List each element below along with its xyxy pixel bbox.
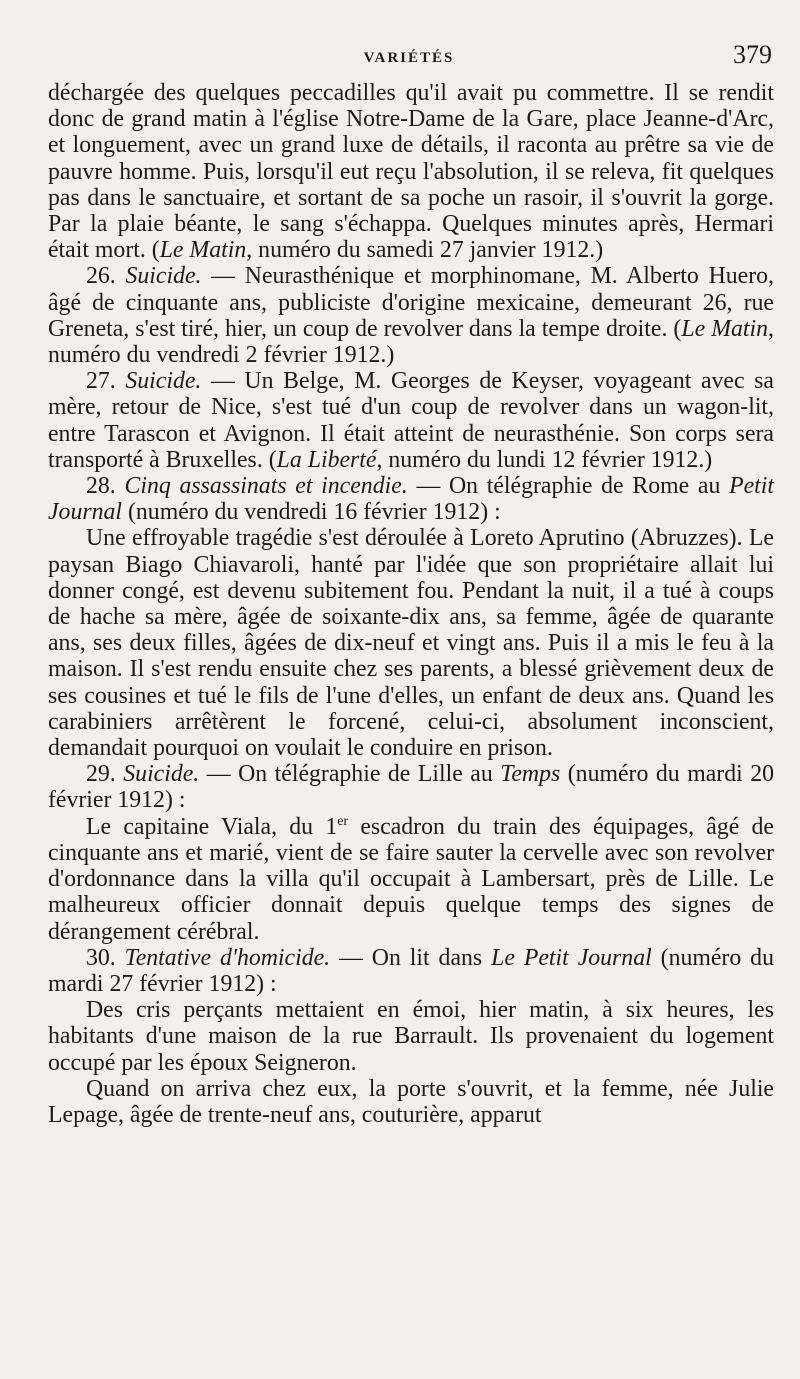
text-run: 27. xyxy=(86,368,126,395)
italic-text: Temps xyxy=(500,761,561,788)
text-run: , numéro du samedi 27 janvier 1912.) xyxy=(246,237,604,264)
body-text xyxy=(48,80,774,1128)
paragraph xyxy=(48,80,774,263)
text-run: Une effroyable tragédie s'est déroulée à Loreto Aprutino (Abruzzes). Le paysan Biago Chiavaroli, hanté par l'idée que son propriétaire allait lui donner congé, est devenu subitement fou. Pendant la nuit, il a tué à coups de hache sa mère, âgée de soixante-dix ans, sa femme, âgée de quarante ans, ses deux filles, âgées de dix-neuf et vingt ans. Puis il a mis le feu à la maison. Il s'est rendu ensuite chez ses parents, a blessé grièvement deux de ses cousines et tué le fils de l'une d'elles, un enfant de deux ans. Quand les carabiniers arrêtèrent le forcené, celui-ci, absolument inconscient, demandait pourquoi on voulait le conduire en prison. xyxy=(48,525,774,762)
italic-text: Cinq assassinats et incendie. xyxy=(124,473,408,500)
paragraph xyxy=(48,525,774,761)
running-head xyxy=(46,40,772,76)
italic-text: Suicide. xyxy=(123,761,200,788)
paragraph xyxy=(48,473,774,525)
italic-text: Le Matin xyxy=(159,237,247,264)
italic-text: Suicide. xyxy=(125,368,202,395)
italic-text: Petit Journal xyxy=(48,473,774,526)
text-run: déchargée des quelques peccadilles qu'il avait pu commettre. Il se rendit donc de grand matin à l'église Notre-Dame de la Gare, place Jeanne-d'Arc, et longuement, avec un grand luxe de détails, il raconta au prêtre sa vie de pauvre homme. Puis, lorsqu'il eut reçu l'absolution, il se releva, fit quelques pas dans le sanctuaire, et sortant de sa poche un rasoir, il s'ouvrit la gorge. Par la plaie béante, le sang s'échappa. Quelques minutes après, Hermari était mort. ( xyxy=(48,80,774,264)
text-run: — On lit dans xyxy=(330,944,492,971)
superscript: er xyxy=(337,813,349,829)
paragraph xyxy=(48,368,774,473)
text-run: escadron du train des équipages, âgé de cinquante ans et marié, vient de se faire sauter la cervelle avec son revolver d'ordonnance dans la villa qu'il occupait à Lambersart, près de Lille. Le malheureux officier donnait depuis quelque temps des signes de dérangement cérébral. xyxy=(48,813,774,945)
italic-text: Suicide. xyxy=(125,263,202,290)
text-run: 30. xyxy=(86,944,125,971)
text-run: Quand on arriva chez eux, la porte s'ouvrit, et la femme, née Julie Lepage, âgée de trente-neuf ans, couturière, apparut xyxy=(48,1075,774,1128)
text-run: — On télégraphie de Lille au xyxy=(199,761,501,788)
text-run: , numéro du vendredi 2 février 1912.) xyxy=(48,315,774,369)
running-title: VARIÉTÉS xyxy=(363,50,455,66)
text-run: — Un Belge, M. Georges de Keyser, voyageant avec sa mère, retour de Nice, s'est tué d'un coup de revolver dans un wagon-lit, entre Tarascon et Avignon. Il était atteint de neurasthénie. Son corps sera transporté à Bruxelles. ( xyxy=(48,368,774,473)
text-run: , numéro du lundi 12 février 1912.) xyxy=(376,446,713,473)
paragraph xyxy=(48,814,774,945)
text-run: 29. xyxy=(86,761,124,788)
text-run: (numéro du mardi 27 février 1912) : xyxy=(48,944,774,997)
text-run: (numéro du mardi 20 février 1912) : xyxy=(48,761,775,814)
text-run: — Neurasthénique et morphinomane, M. Alberto Huero, âgé de cinquante ans, publiciste d'origine mexicaine, demeurant 26, rue Greneta, s'est tiré, hier, un coup de revolver dans la tempe droite. ( xyxy=(48,263,774,342)
paragraph xyxy=(48,997,774,1076)
text-run: Le capitaine Viala, du 1 xyxy=(86,813,338,840)
italic-text: Le Matin xyxy=(681,315,769,342)
text-run: — On télégraphie de Rome au xyxy=(407,473,730,500)
text-run: Des cris perçants mettaient en émoi, hier matin, à six heures, les habitants d'une maison de la rue Barrault. Ils provenaient du logement occupé par les époux Seigneron. xyxy=(48,997,774,1076)
italic-text: La Liberté xyxy=(276,446,377,473)
page-number: 379 xyxy=(733,40,772,69)
italic-text: Tentative d'homicide. xyxy=(124,944,331,971)
text-run: (numéro du vendredi 16 février 1912) : xyxy=(122,499,501,526)
paragraph xyxy=(48,263,774,368)
text-run: 28. xyxy=(86,473,125,500)
text-run: 26. xyxy=(86,263,126,290)
paragraph xyxy=(48,761,774,813)
paragraph xyxy=(48,945,774,997)
paragraph xyxy=(48,1076,774,1128)
italic-text: Le Petit Journal xyxy=(491,944,652,971)
